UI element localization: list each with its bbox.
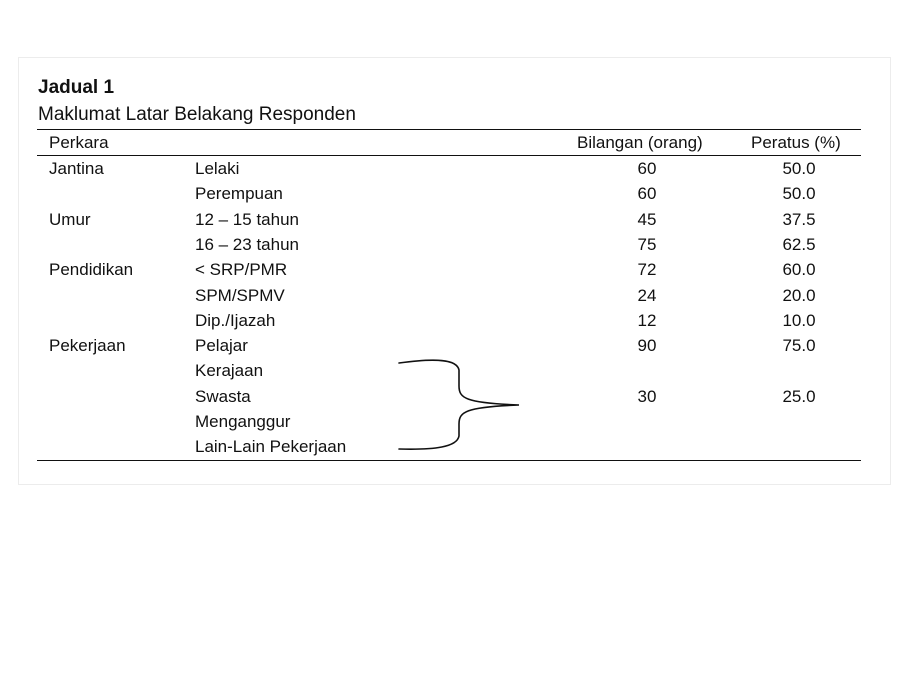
header-count: Bilangan (orang): [577, 133, 703, 152]
row-percent: 25.0: [782, 387, 816, 406]
row-count: 45: [637, 210, 657, 229]
table-subtitle: Maklumat Latar Belakang Responden: [38, 104, 356, 125]
row-percent: 50.0: [782, 184, 816, 203]
row-category: Pendidikan: [49, 260, 134, 279]
row-percent: 50.0: [782, 159, 816, 178]
row-count: 60: [637, 159, 657, 178]
header-item: Perkara: [49, 133, 109, 152]
row-subcategory: Lain-Lain Pekerjaan: [195, 437, 347, 456]
header-percent: Peratus (%): [751, 133, 841, 152]
row-count: 60: [637, 184, 657, 203]
row-subcategory: Kerajaan: [195, 361, 264, 380]
row-percent: 75.0: [782, 336, 816, 355]
row-percent: 37.5: [782, 210, 816, 229]
row-count: 30: [637, 387, 657, 406]
row-percent: 60.0: [782, 260, 816, 279]
row-count: 75: [637, 235, 657, 254]
table-title: Jadual 1: [38, 77, 115, 98]
table-top-rule: [37, 129, 861, 130]
row-subcategory: Lelaki: [195, 159, 240, 178]
row-count: 90: [637, 336, 657, 355]
table-header-rule: [37, 155, 861, 156]
row-count: 72: [637, 260, 657, 279]
row-percent: 62.5: [782, 235, 816, 254]
row-subcategory: Dip./Ijazah: [195, 311, 276, 330]
row-category: Jantina: [49, 159, 104, 178]
row-subcategory: Perempuan: [195, 184, 283, 203]
row-subcategory: Menganggur: [195, 412, 291, 431]
row-subcategory: Swasta: [195, 387, 251, 406]
row-count: 24: [637, 286, 657, 305]
grouping-brace: [395, 356, 525, 456]
row-subcategory: < SRP/PMR: [195, 260, 288, 279]
row-category: Pekerjaan: [49, 336, 126, 355]
row-percent: 20.0: [782, 286, 816, 305]
row-percent: 10.0: [782, 311, 816, 330]
row-category: Umur: [49, 210, 91, 229]
table-bottom-rule: [37, 460, 861, 461]
row-subcategory: 16 – 23 tahun: [195, 235, 299, 254]
row-subcategory: 12 – 15 tahun: [195, 210, 299, 229]
row-subcategory: SPM/SPMV: [195, 286, 285, 305]
row-subcategory: Pelajar: [195, 336, 248, 355]
row-count: 12: [637, 311, 657, 330]
